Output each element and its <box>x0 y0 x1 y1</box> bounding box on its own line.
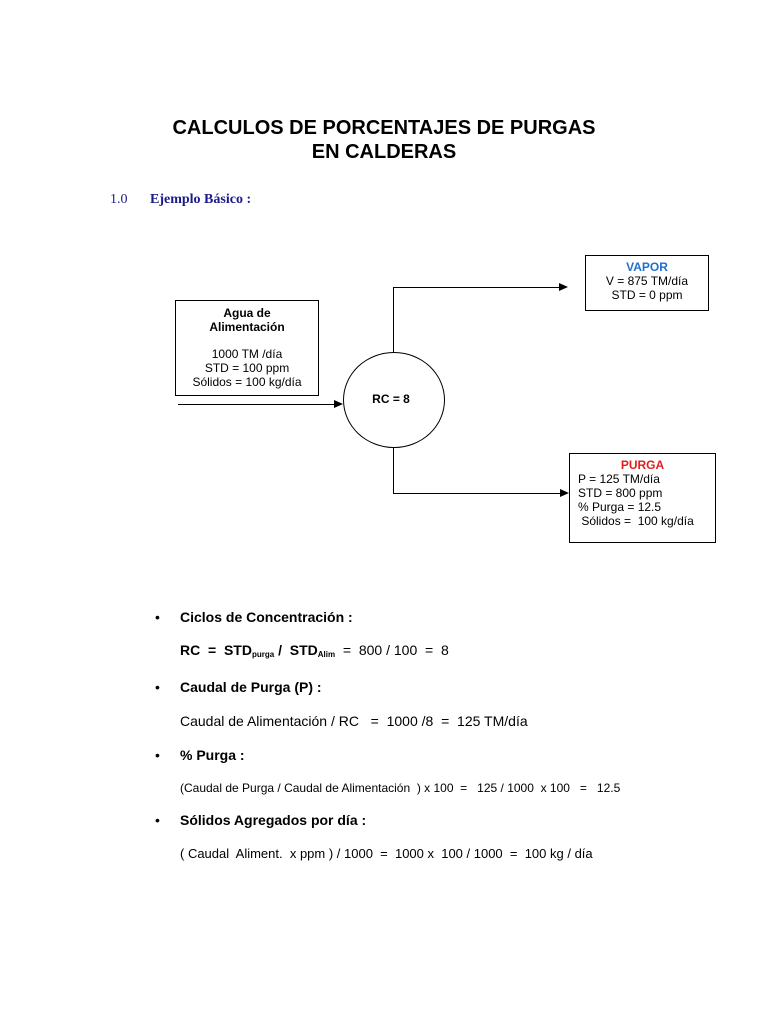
formula-solids: ( Caudal Aliment. x ppm ) / 1000 = 1000 x 100 / 1000 = 100 kg / día <box>180 846 593 861</box>
bullet-marker: • <box>155 679 160 695</box>
bullet-marker: • <box>155 812 160 828</box>
section-number: 1.0 <box>110 192 128 207</box>
feed-flow: 1000 TM /día <box>211 347 283 361</box>
feed-water-box <box>175 300 319 396</box>
vapor-riser-line <box>393 287 394 353</box>
feed-arrow-line <box>178 404 335 405</box>
purge-drop-line <box>393 448 394 494</box>
vapor-arrow-line <box>393 287 559 288</box>
purge-box <box>569 453 716 543</box>
section-heading: Ejemplo Básico : <box>150 192 252 207</box>
bullet-label-purge-flow: Caudal de Purga (P) : <box>180 679 322 695</box>
purge-solids: Sólidos = 100 kg/día <box>578 514 694 528</box>
purge-std: STD = 800 ppm <box>578 486 663 500</box>
page-title-line-1: CALCULOS DE PORCENTAJES DE PURGAS <box>172 117 596 139</box>
purge-arrow-line <box>393 493 560 494</box>
feed-heading-2: Alimentación <box>209 320 285 334</box>
vapor-arrow-head <box>559 283 568 291</box>
formula-sub-alim: Alim <box>317 650 336 659</box>
formula-purge-flow: Caudal de Alimentación / RC = 1000 /8 = 125 TM/día <box>180 713 528 729</box>
formula-rc: RC = STD <box>180 642 252 658</box>
formula-sub-purga: purga <box>251 650 275 659</box>
bullet-label-cycles: Ciclos de Concentración : <box>180 609 353 625</box>
bullet-marker: • <box>155 609 160 625</box>
boiler-rc-label: RC = 8 <box>372 392 410 406</box>
formula-cycles <box>180 642 449 659</box>
purge-heading: PURGA <box>620 458 665 472</box>
bullet-label-solids: Sólidos Agregados por día : <box>180 812 367 828</box>
formula-purge-percent: (Caudal de Purga / Caudal de Alimentación ) x 100 = 125 / 1000 x 100 = 12.5 <box>180 781 621 795</box>
formula-std-alim: / STD <box>274 642 318 658</box>
vapor-box <box>585 255 709 311</box>
page-title-line-2: EN CALDERAS <box>311 141 457 163</box>
formula-cycles-result: = 800 / 100 = 8 <box>335 642 449 658</box>
purge-percent: % Purga = 12.5 <box>578 500 662 514</box>
vapor-heading: VAPOR <box>626 260 668 274</box>
purge-flow: P = 125 TM/día <box>578 472 660 486</box>
vapor-std: STD = 0 ppm <box>611 288 683 302</box>
vapor-flow: V = 875 TM/día <box>605 274 689 288</box>
purge-arrow-head <box>560 489 569 497</box>
feed-heading-1: Agua de <box>223 306 271 320</box>
feed-std: STD = 100 ppm <box>204 361 290 375</box>
feed-solids: Sólidos = 100 kg/día <box>192 375 302 389</box>
feed-arrow-head <box>334 400 343 408</box>
bullet-label-purge-percent: % Purga : <box>180 747 245 763</box>
bullet-marker: • <box>155 747 160 763</box>
